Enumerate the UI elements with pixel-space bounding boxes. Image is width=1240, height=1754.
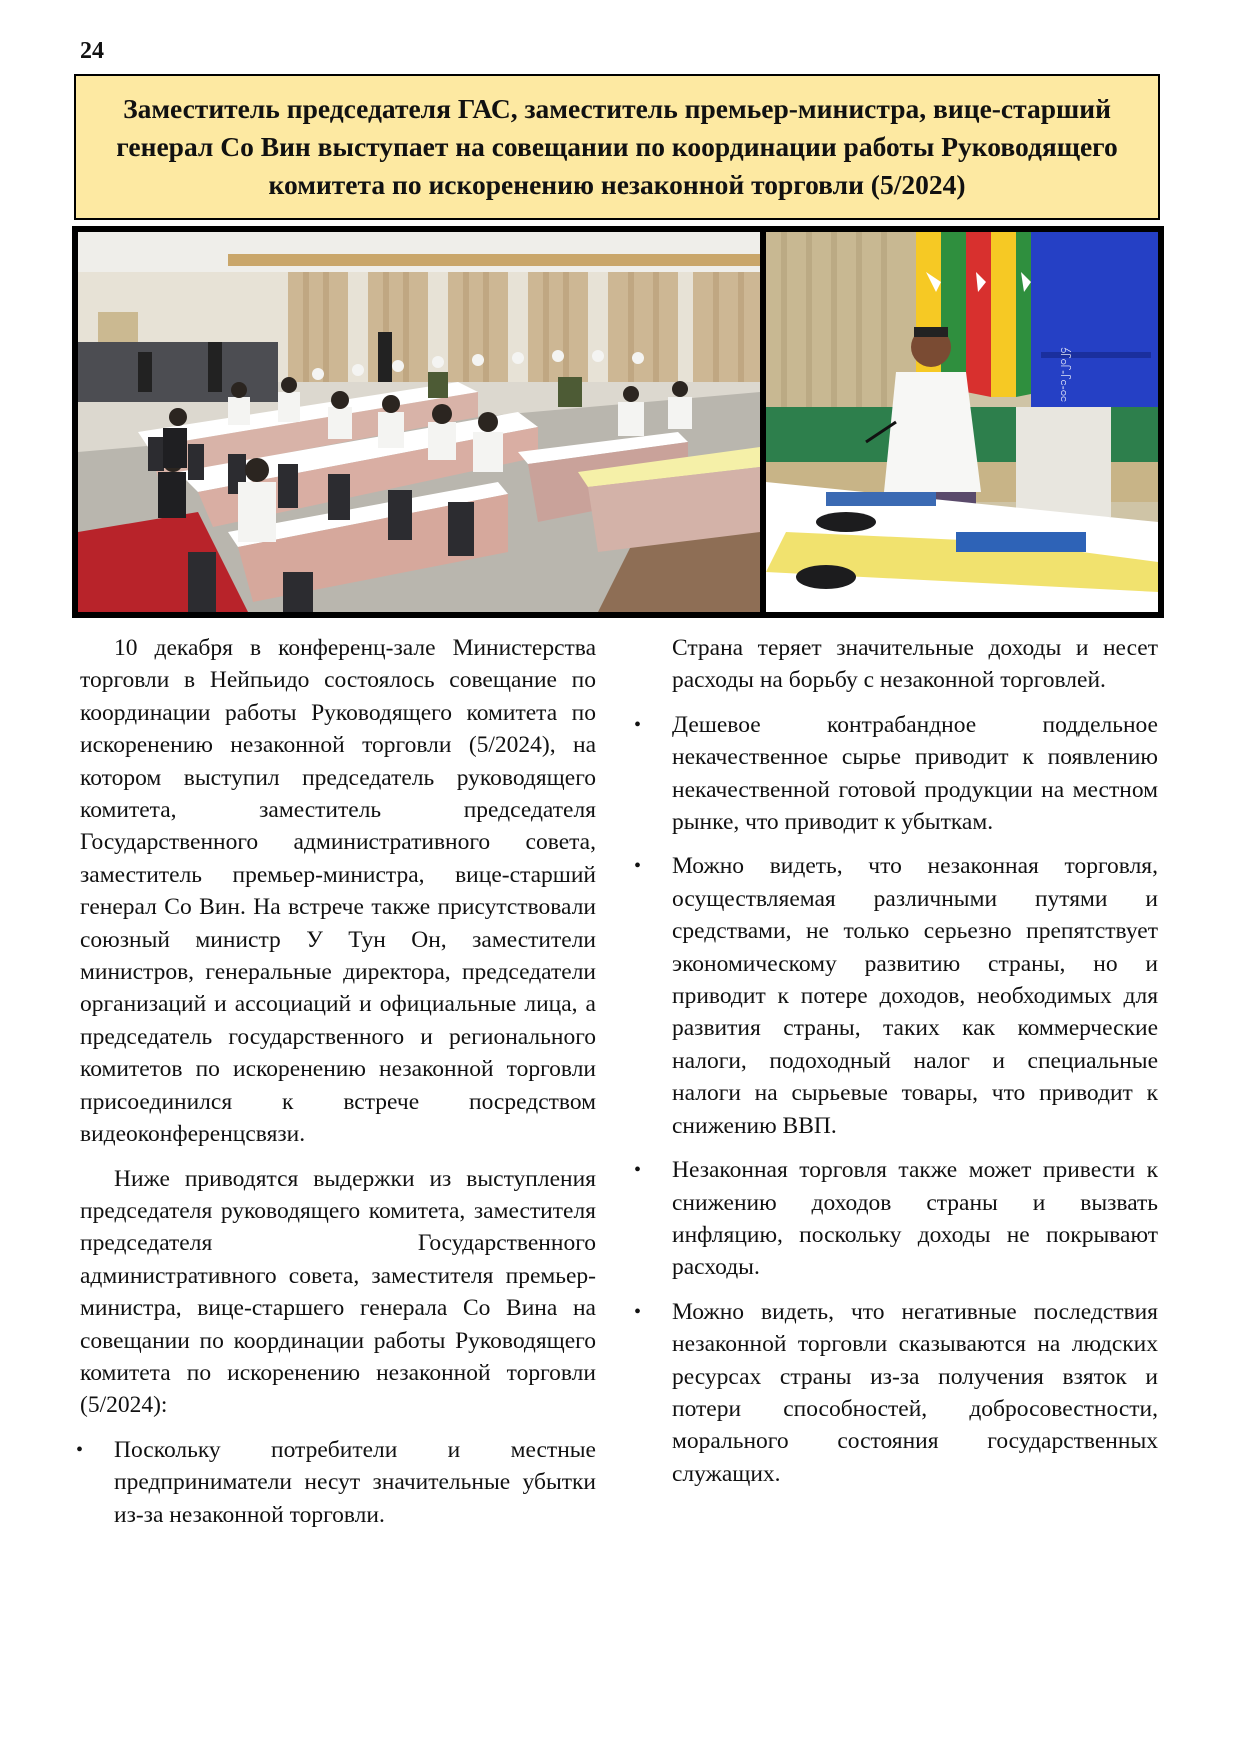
photo-speaker (766, 232, 1158, 612)
list-item (634, 709, 1158, 839)
bullet-marker: • (634, 1159, 642, 1182)
article-paragraph: Ниже приводятся выдержки из выступления председателя руководящего комитета, заместителя председателя Государственного административного совета, заместителя премьер-министра, вице-старшего генерала Со Вина на совещании по координации работы Руководящего комитета по искоренению незаконной торговли (5/2024): (80, 1165, 596, 1419)
bullet-list (634, 709, 1158, 1490)
bullet-marker: • (634, 1300, 642, 1323)
bullet-marker: • (634, 855, 642, 878)
page-number: 24 (80, 38, 104, 64)
bullet-marker: • (634, 713, 642, 736)
speaker-image (766, 232, 1158, 612)
headline: Заместитель председателя ГАС, заместитель премьер-министра, вице-старший генерал Со Вин выступает на совещании по координации работы Руководящего комитета по искоренению незаконной торговли (5/2024) (116, 93, 1118, 200)
list-item-text: Можно видеть, что негативные последствия незаконной торговли сказываются на людских ресурсах страны из-за получения взяток и потери способностей, добросовестности, морального состояния государственных служащих. (672, 1298, 1158, 1487)
list-item (76, 1434, 596, 1531)
list-item (634, 1154, 1158, 1284)
list-item (634, 1296, 1158, 1490)
bullet-list (76, 1434, 596, 1531)
conference-hall-image (78, 232, 760, 612)
article-right-column (634, 632, 1158, 1502)
list-item-text: Дешевое контрабандное поддельное некачественное сырье приводит к появлению некачественной готовой продукции на местном рынке, что приводит к убыткам. (672, 711, 1158, 836)
bullet-marker: • (76, 1438, 84, 1461)
article-paragraph: 10 декабря в конференц-зале Министерства торговли в Нейпьидо состоялось совещание по координации работы Руководящего комитета по искоренению незаконной торговли (5/2024), на котором выступил председатель руководящего комитета, заместитель председателя Государственного административного совета, заместитель премьер-министра, вице-старший генерал Со Вин. На встрече также присутствовали союзный министр У Тун Он, заместители министров, генеральные директора, председатели организаций и ассоциаций и официальные лица, а председатель государственного и регионального комитетов по искоренению незаконной торговли присоединился к встрече посредством видеоконференцсвязи. (80, 635, 596, 1148)
screen-date-text: ၁၀-၁၂-၂၀၂၄ (1056, 346, 1069, 402)
article-continuation: Страна теряет значительные доходы и несет расходы на борьбу с незаконной торговлей. (672, 635, 1158, 694)
headline-box (74, 74, 1160, 220)
list-item (634, 850, 1158, 1142)
list-item-text: Поскольку потребители и местные предприниматели несут значительные убытки из-за незаконной торговли. (114, 1436, 596, 1528)
article-left-column (76, 632, 596, 1543)
list-item-text: Незаконная торговля также может привести к снижению доходов страны и вызвать инфляцию, поскольку доходы не покрывают расходы. (672, 1157, 1158, 1281)
list-item-text: Можно видеть, что незаконная торговля, осуществляемая различными путями и средствами, не только серьезно препятствует экономическому развитию страны, но и приводит к потере доходов, необходимых для развития страны, таких как коммерческие налоги, подоходный налог и специальные налоги на сырьевые товары, что приводит к снижению ВВП. (672, 853, 1158, 1139)
photo-strip (72, 226, 1164, 618)
photo-conference-hall (78, 232, 760, 612)
